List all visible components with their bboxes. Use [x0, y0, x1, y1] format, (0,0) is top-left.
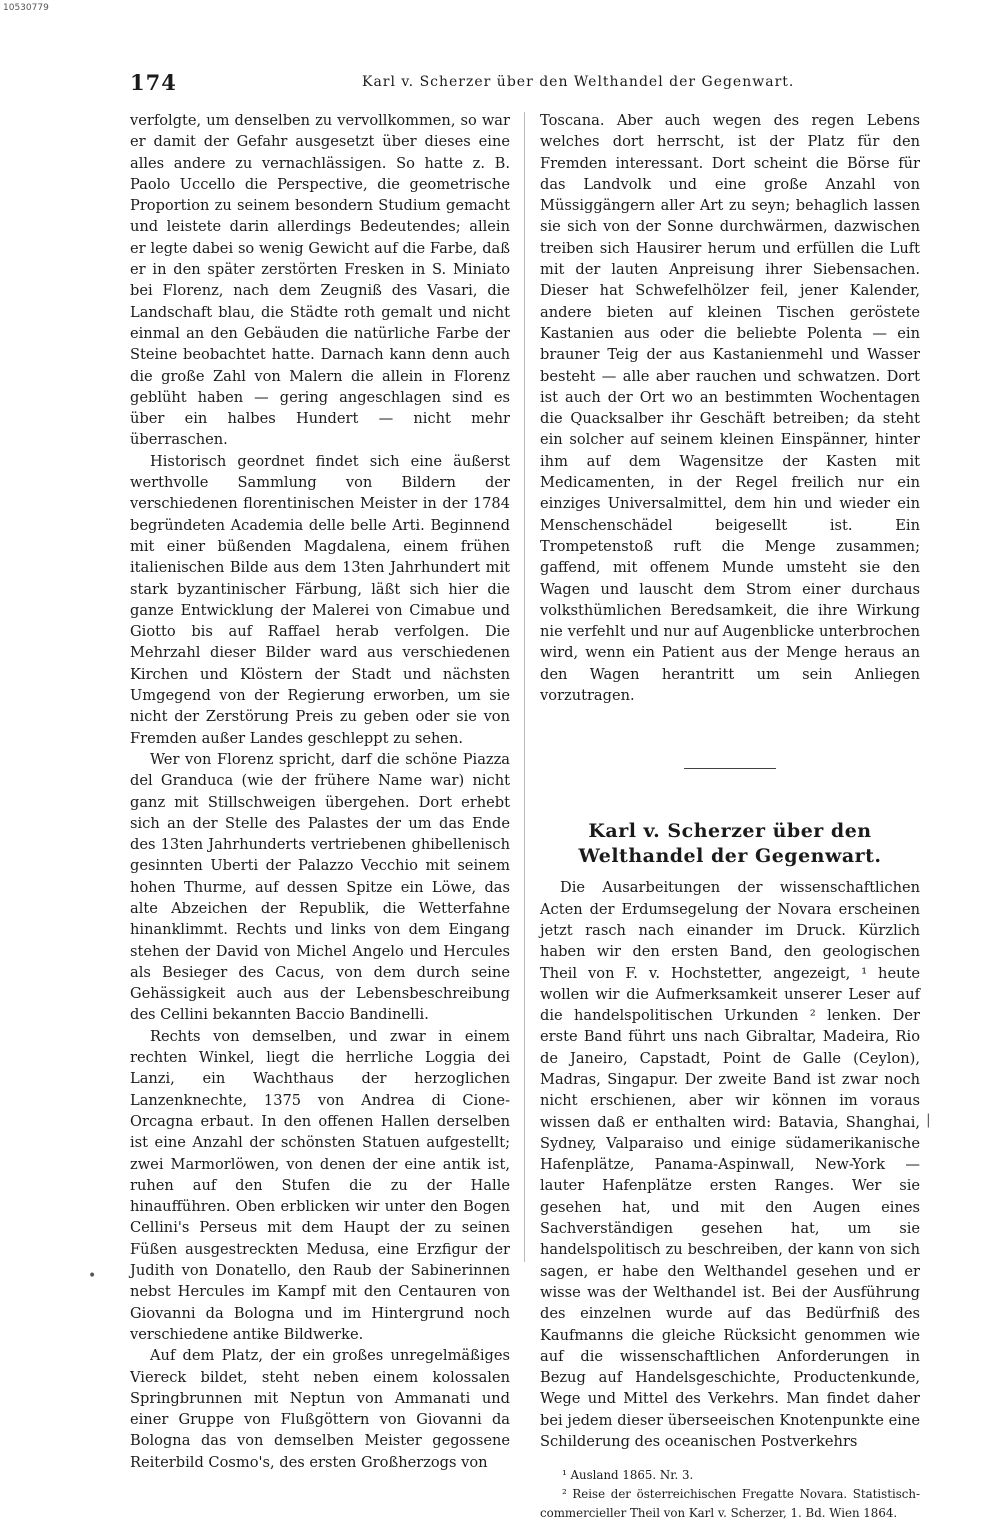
column-divider [524, 112, 525, 1262]
footnote: ² Reise der österreichischen Fregatte Novara. Statistisch-commercieller Theil von Karl v. Scherzer, 1. Bd. Wien 1864. [540, 1487, 920, 1521]
section-title: Karl v. Scherzer über den Welthandel der Gegenwart. [578, 820, 882, 868]
paragraph: Die Ausarbeitungen der wissenschaftlichen Acten der Erdumsegelung der Novara erscheinen jetzt rasch nach einander im Druck. Kürzlich haben wir den ersten Band, den geologischen Theil von F. v. Hochstetter, angezeigt, ¹ heute wollen wir die Aufmerksamkeit unserer Leser auf die handelspolitischen Urkunden ² lenken. Der erste Band führt uns nach Gibraltar, Madeira, Rio de Janeiro, Capstadt, Point de Galle (Ceylon), Madras, Singapur. Der zweite Band ist zwar noch nicht erschienen, aber wir können im voraus wissen daß er enthalten wird: Batavia, Shanghai, Sydney, Valparaiso und einige südamerikanische Hafenplätze, Panama-Aspinwall, New-York — lauter Hafenplätze ersten Ranges. Wer sie gesehen hat, und mit den Augen eines Sachverständigen gesehen hat, um sie handelspolitisch zu beschreiben, der kann von sich sagen, er habe den Welthandel gesehen und er wisse was der Welthandel ist. Bei der Ausführung des einzelnen wurde auf das Bedürfniß des Kaufmanns die gleiche Rücksicht genommen wie auf die wissenschaftlichen Anforderungen in Bezug auf Handelsgeschichte, Productenkunde, Wege und Mittel des Verkehrs. Man findet daher bei jedem dieser überseeischen Knotenpunkte eine Schilderung des oceanischen Postverkehrs [540, 879, 920, 1451]
left-column [130, 110, 510, 1473]
page-number: 174 [130, 70, 177, 95]
page-header [130, 70, 920, 104]
paragraph: verfolgte, um denselben zu vervollkommen, so war er damit der Gefahr ausgesetzt über dieses eine alles andere zu vernachlässigen. So hatte z. B. Paolo Uccello die Perspective, die geometrische Proportion zu seinem besondern Studium gemacht und leistete darin allerdings Bedeutendes; allein er legte dabei so wenig Gewicht auf die Farbe, daß er in den später zerstörten Fresken in S. Miniato bei Florenz, nach dem Zeugniß des Vasari, die Landschaft blau, die Städte roth gemalt und nicht einmal an den Gebäuden die natürliche Farbe der Steine beobachtet hatte. Darnach kann denn auch die große Zahl von Malern die allein in Florenz geblüht haben — gering angeschlagen sind es über ein halbes Hundert — nicht mehr überraschen. [130, 112, 510, 449]
margin-mark: | [926, 1112, 931, 1128]
margin-mark: • [88, 1268, 97, 1284]
paragraph: Rechts von demselben, und zwar in einem rechten Winkel, liegt die herrliche Loggia dei Lanzi, ein Wachthaus der herzoglichen Lanzenknechte, 1375 von Andrea di Cione-Orcagna erbaut. In den offenen Hallen derselben ist eine Anzahl der schönsten Statuen aufgestellt; zwei Marmorlöwen, von denen der eine antik ist, ruhen auf den Stufen die zu der Halle hinaufführen. Oben erblicken wir unter den Bogen Cellini's Perseus mit dem Haupt der zu seinen Füßen ausgestreckten Medusa, eine Erzfigur der Judith von Donatello, den Raub der Sabinerinnen nebst Hercules im Kampf mit den Centauren von Giovanni da Bologna und im Hintergrund noch verschiedene antike Bildwerke. [130, 1027, 510, 1343]
footnotes [540, 1466, 920, 1523]
scan-id-label: 10530779 [3, 3, 49, 13]
section-separator [684, 768, 776, 769]
paragraph: Historisch geordnet findet sich eine äußerst werthvolle Sammlung von Bildern der verschiedenen florentinischen Meister in der 1784 begründeten Academia delle belle Arti. Beginnend mit einer büßenden Magdalena, einem frühen italienischen Bilde aus dem 13ten Jahrhundert mit stark byzantinischer Färbung, läßt sich hier die ganze Entwicklung der Malerei von Cimabue und Giotto bis auf Raffael herab verfolgen. Die Mehrzahl dieser Bilder ward aus verschiedenen Kirchen und Klöstern der Stadt und nächsten Umgegend von der Regierung erworben, um sie nicht der Zerstörung Preis zu geben oder sie von Fremden außer Landes geschleppt zu sehen. [130, 452, 510, 747]
paragraph: Wer von Florenz spricht, darf die schöne Piazza del Granduca (wie der frühere Name war) nicht ganz mit Stillschweigen übergehen. Dort erhebt sich an der Stelle des Palastes der um das Ende des 13ten Jahrhunderts vertriebenen ghibellenisch gesinnten Uberti der Palazzo Vecchio mit seinem hohen Thurme, auf dessen Spitze ein Löwe, das alte Abzeichen der Republik, die Wetterfahne hinanklimmt. Rechts und links von dem Eingang stehen der David von Michel Angelo und Hercules als Besieger des Cacus, von dem durch seine Gehässigkeit auch aus der Lebensbeschreibung des Cellini bekannten Baccio Bandinelli. [130, 750, 510, 1024]
right-column [540, 110, 920, 1523]
footnote: ¹ Ausland 1865. Nr. 3. [562, 1468, 694, 1483]
paragraph: Auf dem Platz, der ein großes unregelmäßiges Viereck bildet, steht neben einem kolossalen Springbrunnen mit Neptun von Ammanati und einer Gruppe von Flußgöttern von Giovanni da Bologna das von demselben Meister gegossene Reiterbild Cosmo's, des ersten Großherzogs von [130, 1347, 510, 1471]
paragraph: Toscana. Aber auch wegen des regen Lebens welches dort herrscht, ist der Platz für den Fremden interessant. Dort scheint die Börse für das Landvolk und eine große Anzahl von Müssiggängern aller Art zu seyn; behaglich lassen sie sich von der Sonne durchwärmen, dazwischen treiben sich Hausirer herum und erfüllen die Luft mit der lauten Anpreisung ihrer Siebensachen. Dieser hat Schwefelhölzer feil, jener Kalender, andere bieten auf kleinen Tischen geröstete Kastanien aus oder die beliebte Polenta — ein brauner Teig der aus Kastanienmehl und Wasser besteht — alle aber rauchen und schwatzen. Dort ist auch der Ort wo an bestimmten Wochentagen die Quacksalber ihr Geschäft betreiben; da steht ein solcher auf seinem kleinen Einspänner, hinter ihm auf dem Wagensitze der Kasten mit Medicamenten, in der Regel freilich nur ein einziges Universalmittel, dem hin und wieder ein Menschenschädel beigesellt ist. Ein Trompetenstoß ruft die Menge zusammen; gaffend, mit offenem Munde umsteht sie den Wagen und lauscht dem Strom einer durchaus volksthümlichen Beredsamkeit, die ihre Wirkung nie verfehlt und nur auf Augenblicke unterbrochen wird, wenn ein Patient aus der Menge heraus an den Wagen herantritt um sein Anliegen vorzutragen. [540, 112, 920, 705]
running-title: Karl v. Scherzer über den Welthandel der Gegenwart. [362, 74, 795, 90]
